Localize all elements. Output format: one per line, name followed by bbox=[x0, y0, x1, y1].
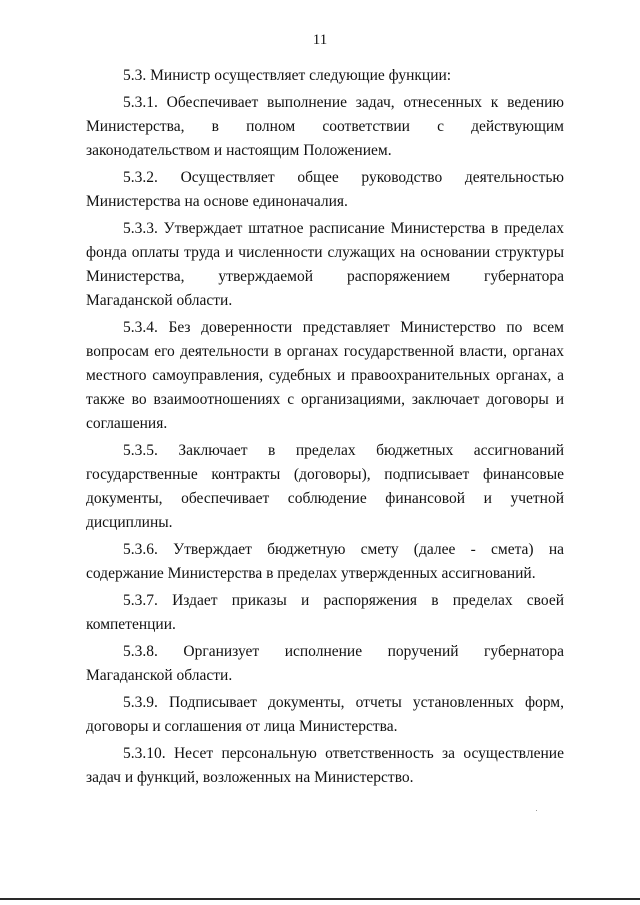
paragraph-5-3-1: 5.3.1. Обеспечивает выполнение задач, отнесенных к ведению Министерства, в полном соответствии с действующим законодательством и настоящим Положением. bbox=[86, 94, 564, 159]
scan-speck bbox=[536, 810, 537, 811]
paragraph-5-3-2: 5.3.2. Осуществляет общее руководство деятельностью Министерства на основе единоначалия. bbox=[86, 169, 564, 210]
paragraph-5-3-10: 5.3.10. Несет персональную ответственность за осуществление задач и функций, возложенных на Министерство. bbox=[86, 745, 564, 786]
paragraph-5-3-6: 5.3.6. Утверждает бюджетную смету (далее - смета) на содержание Министерства в пределах утвержденных ассигнований. bbox=[86, 541, 564, 582]
paragraph-5-3-8: 5.3.8. Организует исполнение поручений губернатора Магаданской области. bbox=[86, 643, 564, 684]
paragraph-5-3-5: 5.3.5. Заключает в пределах бюджетных ассигнований государственные контракты (договоры), подписывает финансовые документы, обеспечивает соблюдение финансовой и учетной дисциплины. bbox=[86, 442, 564, 531]
document-body bbox=[86, 64, 564, 793]
paragraph-5-3-4: 5.3.4. Без доверенности представляет Министерство по всем вопросам его деятельности в органах государственной власти, органах местного самоуправления, судебных и правоохранительных органах, а также во взаимоотношениях с организациями, заключает договоры и соглашения. bbox=[86, 319, 564, 432]
paragraph-5-3-3: 5.3.3. Утверждает штатное расписание Министерства в пределах фонда оплаты труда и численности служащих на основании структуры Министерства, утверждаемой распоряжением губернатора Магаданской области. bbox=[86, 220, 564, 309]
paragraph-5-3-9: 5.3.9. Подписывает документы, отчеты установленных форм, договоры и соглашения от лица Министерства. bbox=[86, 694, 564, 735]
paragraph-5-3: 5.3. Министр осуществляет следующие функции: bbox=[123, 67, 452, 84]
paragraph-5-3-7: 5.3.7. Издает приказы и распоряжения в пределах своей компетенции. bbox=[86, 592, 564, 633]
page-bottom-edge bbox=[0, 898, 640, 900]
page-number: 11 bbox=[312, 32, 328, 48]
